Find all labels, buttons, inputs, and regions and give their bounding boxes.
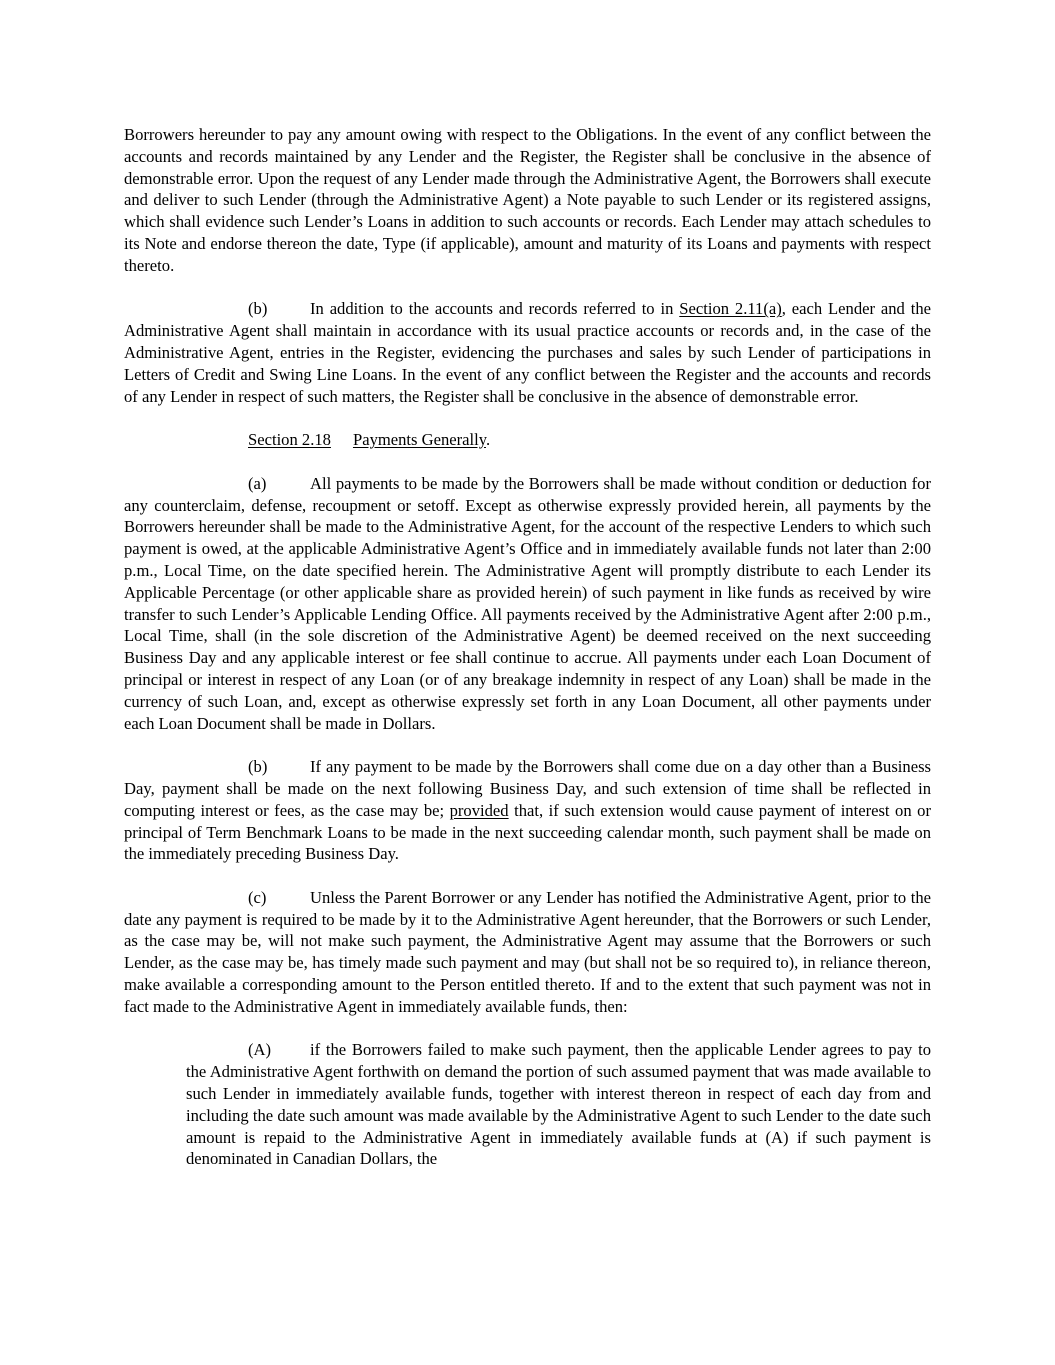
paragraph-b-accounts [124, 298, 931, 407]
paragraph-text: Unless the Parent Borrower or any Lender has notified the Administrative Agent, prior to the date any payment is required to be made by it to the Administrative Agent hereunder, that the Borrowers or such Lender, as the case may be, will not make such payment, the Administrative Agent may assume that the Borrowers or such Lender, as the case may be, has timely made such payment and may (but shall not be so required to), in reliance thereon, make available a corresponding amount to the Person entitled thereto. If and to the extent that such payment was not in fact made to the Administrative Agent in immediately available funds, then: [124, 887, 931, 1016]
paragraph-text: if the Borrowers failed to make such payment, then the applicable Lender agrees to pay to the Administrative Agent forthwith on demand the portion of such assumed payment that was made available to such Lender in immediately available funds, together with interest thereon in respect of each day from and including the date such amount was made available by the Administrative Agent to such Lender to the date such amount is repaid to the Administrative Agent in immediately available funds at (A) if such payment is denominated in Canadian Dollars, the [186, 1040, 931, 1169]
paragraph-a-payments [124, 473, 931, 735]
section-heading: Section 2.18 Payments Generally. [248, 430, 491, 450]
paragraph-c-presumption [124, 887, 931, 1018]
paragraph-label: (a) [248, 473, 267, 493]
proviso-term: provided [449, 800, 509, 820]
paragraph-b-business-day [124, 756, 931, 865]
section-reference-link[interactable]: Section 2.11(a) [679, 299, 782, 319]
paragraph-text: In addition to the accounts and records referred to in [310, 299, 680, 319]
section-number: Section 2.18 [248, 430, 331, 450]
paragraph-label: (b) [248, 299, 268, 319]
paragraph-text: , each Lender and the Administrative Agent shall maintain in accordance with its usual practice accounts or records and, in the case of the Administrative Agent, entries in the Register, evidencing the purchases and sales by such Lender of participations in Letters of Credit and Swing Line Loans. In the event of any conflict between the Register and the accounts and records of any Lender in respect of such matters, the Register shall be conclusive in the absence of demonstrable error. [124, 299, 931, 406]
paragraph-text: All payments to be made by the Borrowers shall be made without condition or deduction for any counterclaim, defense, recoupment or setoff. Except as otherwise expressly provided herein, all payments by the Borrowers hereunder shall be made to the Administrative Agent, for the account of the respective Lenders to which such payment is owed, at the applicable Administrative Agent’s Office and in immediately available funds not later than 2:00 p.m., Local Time, on the date specified herein. The Administrative Agent will promptly distribute to each Lender its Applicable Percentage (or other applicable share as provided herein) of such payment in like funds as received by wire transfer to such Lender’s Applicable Lending Office. All payments received by the Administrative Agent after 2:00 p.m., Local Time, shall (in the sole discretion of the Administrative Agent) be deemed received on the next succeeding Business Day and any applicable interest or fee shall continue to accrue. All payments under each Loan Document of principal or interest in respect of any Loan (or of any breakage indemnity in respect of any Loan) shall be made in the currency of such Loan, and, except as otherwise expressly set forth in any Loan Document, all other payments under each Loan Document shall be made in Dollars. [124, 473, 931, 733]
paragraph-text: If any payment to be made by the Borrowers shall come due on a day other than a Business Day, payment shall be made on the next following Business Day, and such extension of time shall be reflected in computing interest or fees, as the case may be; [124, 757, 931, 820]
paragraph-label: (b) [248, 757, 268, 777]
subparagraph-A [186, 1039, 931, 1170]
section-title: Payments Generally [352, 430, 486, 450]
paragraph-label: (A) [248, 1040, 272, 1060]
intro-paragraph: Borrowers hereunder to pay any amount owing with respect to the Obligations. In the event of any conflict between the accounts and records maintained by any Lender and the Register, the Register shall be conclusive in the absence of demonstrable error. Upon the request of any Lender made through the Administrative Agent, the Borrowers shall execute and deliver to such Lender (through the Administrative Agent) a Note payable to such Lender or its registered assigns, which shall evidence such Lender’s Loans in addition to such accounts or records. Each Lender may attach schedules to its Note and endorse thereon the date, Type (if applicable), amount and maturity of its Loans and payments with respect thereto. [124, 125, 931, 275]
paragraph-label: (c) [248, 887, 267, 907]
paragraph-text: that, if such extension would cause payment of interest on or principal of Term Benchmark Loans to be made in the next succeeding calendar month, such payment shall be made on the immediately preceding Business Day. [124, 800, 931, 864]
